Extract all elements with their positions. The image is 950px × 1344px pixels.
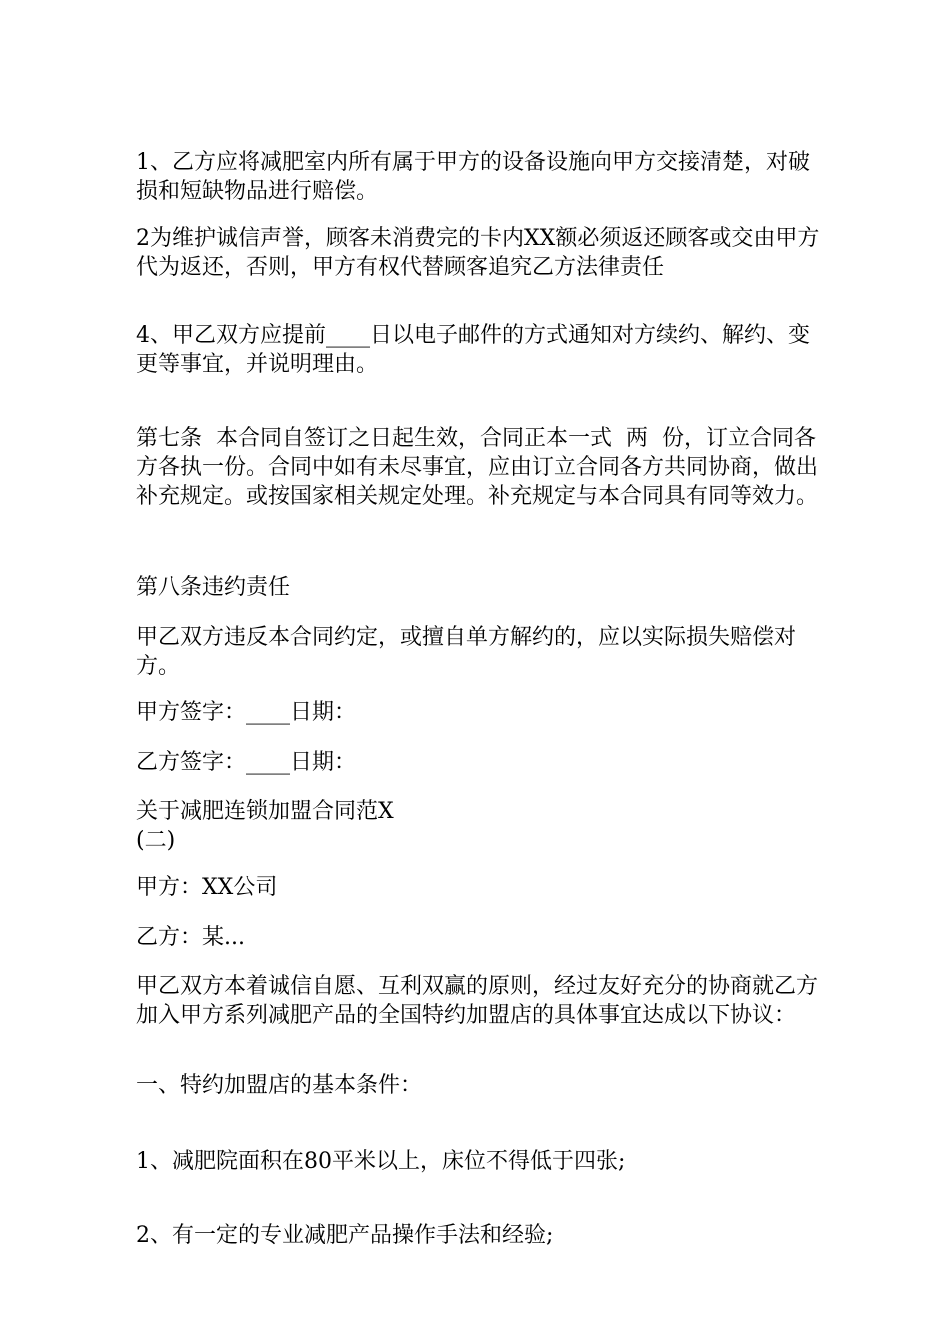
signature-line-party-b: 乙方签字：____日期： xyxy=(136,750,357,775)
paragraph-agreement-preamble: 甲乙双方本着诚信自愿、互利双赢的原则，经过友好充分的协商就乙方加入甲方系列减肥产品的全国特约加盟店的具体事宜达成以下协议： xyxy=(136,974,819,1028)
heading-article-8-breach: 第八条违约责任 xyxy=(136,575,291,600)
section-title-contract-two: 关于减肥连锁加盟合同范X (二) xyxy=(136,799,394,853)
paragraph-article-7-effectiveness: 第七条 本合同自签订之日起生效，合同正本一式 两 份，订立合同各方各执一份。合同中如有未尽事宜，应由订立合同各方共同协商，做出补充规定。或按国家相关规定处理。补充规定与本合同具有同等效力。 xyxy=(136,426,819,509)
paragraph-handover-equipment: 1、乙方应将减肥室内所有属于甲方的设备设施向甲方交接清楚，对破损和短缺物品进行赔偿。 xyxy=(136,150,810,204)
paragraph-breach-compensation: 甲乙双方违反本合同约定，或擅自单方解约的，应以实际损失赔偿对方。 xyxy=(136,625,797,679)
paragraph-card-balance-refund: 2为维护诚信声誉，顾客未消费完的卡内XX额必须返还顾客或交由甲方代为返还，否则，甲方有权代替顾客追究乙方法律责任 xyxy=(136,226,820,280)
signature-line-party-a: 甲方签字：____日期： xyxy=(136,700,357,725)
party-b-line: 乙方：某... xyxy=(136,925,245,950)
condition-2-experience: 2、有一定的专业减肥产品操作手法和经验; xyxy=(136,1223,554,1248)
heading-franchise-basic-conditions: 一、特约加盟店的基本条件： xyxy=(136,1073,423,1098)
party-a-line: 甲方：XX公司 xyxy=(136,875,278,900)
condition-1-floor-area: 1、减肥院面积在80平米以上，床位不得低于四张; xyxy=(136,1149,626,1174)
paragraph-notice-by-email: 4、甲乙双方应提前____日以电子邮件的方式通知对方续约、解约、变更等事宜，并说明理由。 xyxy=(136,323,810,377)
